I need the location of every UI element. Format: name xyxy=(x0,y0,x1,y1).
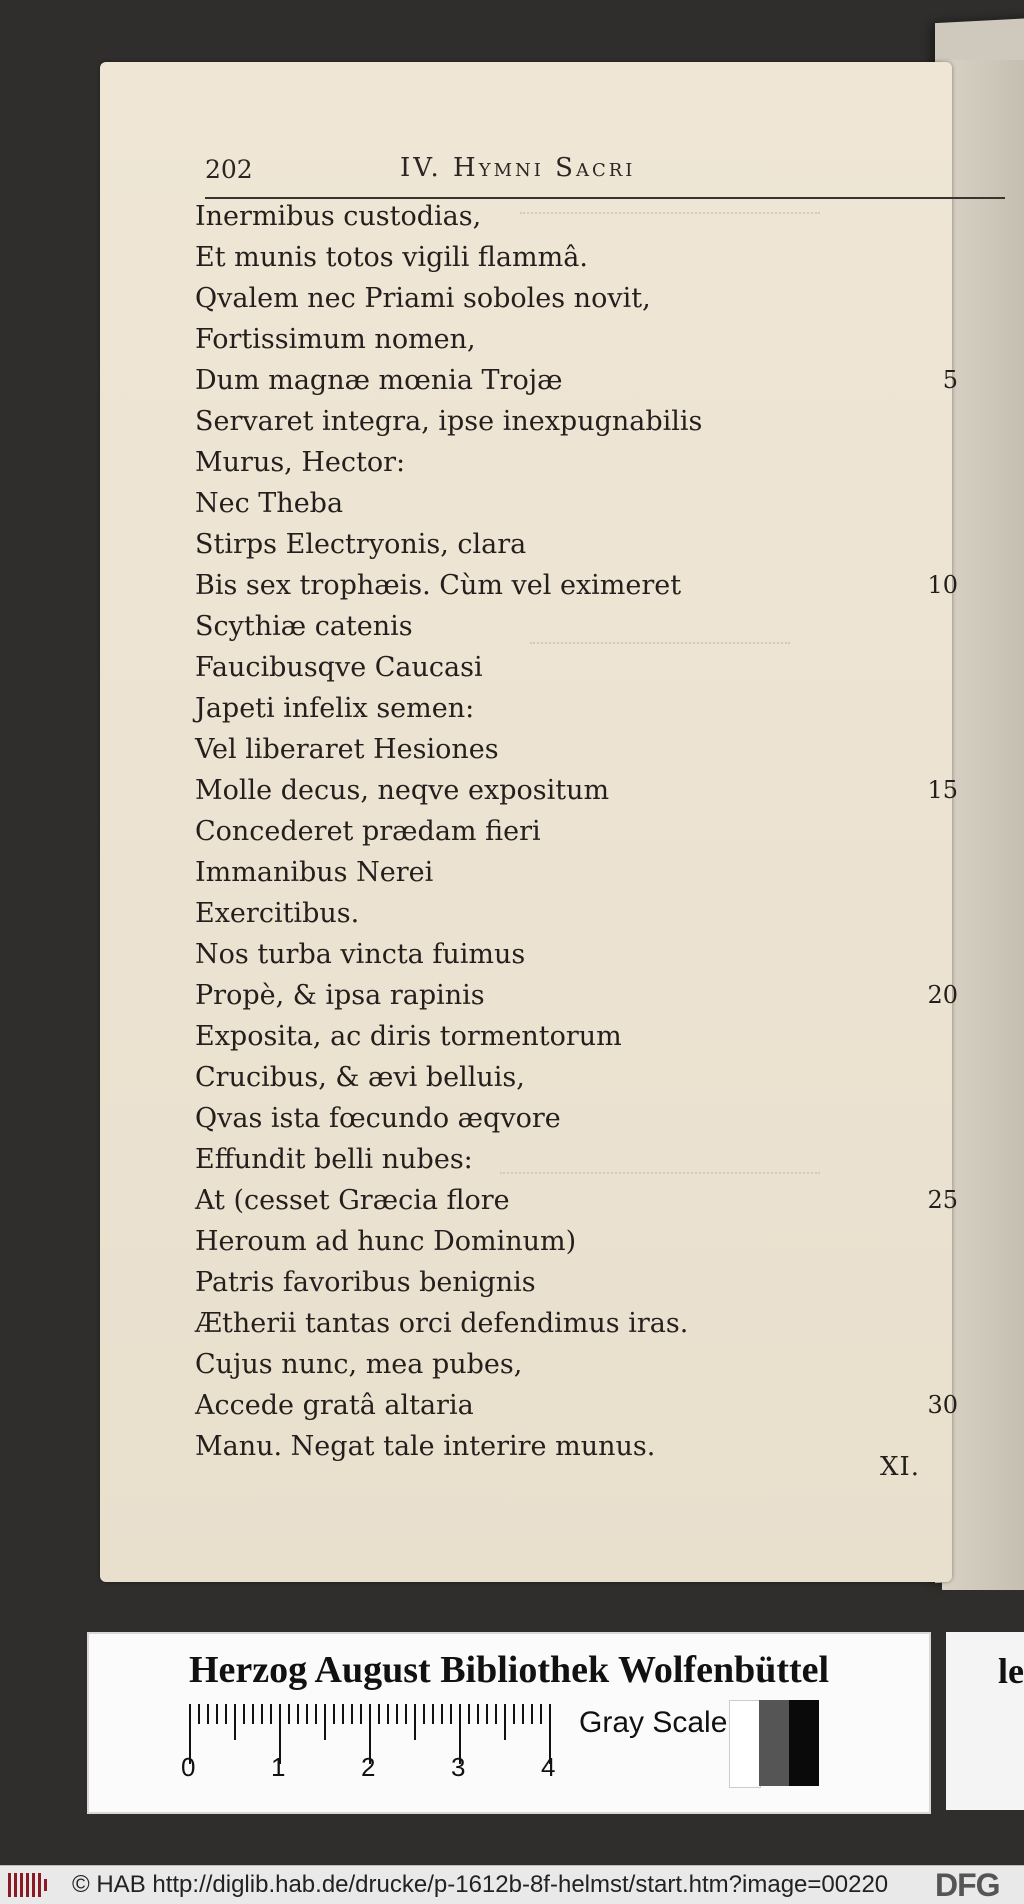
poem-line: Inermibus custodias, xyxy=(195,201,482,232)
ruler-tick xyxy=(270,1704,272,1724)
ruler-tick xyxy=(234,1704,236,1740)
poem-line: Ætherii tantas orci defendimus iras. xyxy=(195,1308,689,1339)
bleed-through xyxy=(530,622,790,644)
scale-number: 4 xyxy=(541,1752,556,1782)
adjacent-card-fragment: le xyxy=(998,1651,1024,1691)
ruler-tick xyxy=(387,1704,389,1724)
ruler-tick xyxy=(450,1704,452,1724)
ruler-tick xyxy=(504,1704,506,1740)
poem-line: Vel liberaret Hesiones xyxy=(195,734,499,765)
ruler-tick xyxy=(396,1704,398,1724)
library-name: Herzog August Bibliothek Wolfenbüttel xyxy=(189,1649,830,1691)
scale-number: 1 xyxy=(271,1752,286,1782)
ruler-tick xyxy=(198,1704,200,1724)
line-number: 10 xyxy=(927,571,958,599)
poem-line: Effundit belli nubes: xyxy=(195,1144,473,1175)
poem-line: Japeti infelix semen: xyxy=(195,693,475,724)
scale-number: 2 xyxy=(361,1752,376,1782)
gray-swatch-dark xyxy=(759,1700,789,1786)
ruler-tick xyxy=(522,1704,524,1724)
line-number: 15 xyxy=(927,776,958,804)
ruler-tick xyxy=(423,1704,425,1724)
ruler-tick xyxy=(252,1704,254,1724)
poem-line: Servaret integra, ipse inexpugnabilis xyxy=(195,406,703,437)
poem-line: Accede gratâ altaria xyxy=(195,1390,474,1421)
gray-swatch-black xyxy=(789,1700,819,1786)
ruler-tick xyxy=(477,1704,479,1724)
ruler-tick xyxy=(324,1704,326,1740)
poem-line: Faucibusqve Caucasi xyxy=(195,652,483,683)
poem-line: Exercitibus. xyxy=(195,898,360,929)
ruler-tick xyxy=(468,1704,470,1724)
ruler-tick xyxy=(531,1704,533,1724)
poem-line: Qvalem nec Priami soboles novit, xyxy=(195,283,651,314)
dfg-logo: DFG xyxy=(935,1867,1000,1903)
poem-line: Et munis totos vigili flammâ. xyxy=(195,242,588,273)
ruler-tick xyxy=(486,1704,488,1724)
ruler-tick xyxy=(378,1704,380,1724)
ruler-tick xyxy=(315,1704,317,1724)
status-bar xyxy=(0,1865,1024,1904)
ruler-tick xyxy=(261,1704,263,1724)
page-header xyxy=(205,155,1024,195)
poem-line: Scythiæ catenis xyxy=(195,611,413,642)
poem-line: Dum magnæ mœnia Trojæ xyxy=(195,365,563,396)
line-number: 5 xyxy=(942,366,958,394)
poem-line: Heroum ad hunc Dominum) xyxy=(195,1226,577,1257)
gray-swatch-white xyxy=(729,1700,761,1788)
ruler-tick xyxy=(414,1704,416,1740)
page-number: 202 xyxy=(205,155,253,184)
poem-line: Crucibus, & ævi belluis, xyxy=(195,1062,525,1093)
ruler-tick xyxy=(432,1704,434,1724)
ruler-tick xyxy=(513,1704,515,1724)
header-rule xyxy=(205,197,1005,199)
scale-number: 3 xyxy=(451,1752,466,1782)
poem-line: Stirps Electryonis, clara xyxy=(195,529,527,560)
ruler-tick xyxy=(540,1704,542,1724)
poem-line: Qvas ista fœcundo æqvore xyxy=(195,1103,561,1134)
copyright-link[interactable]: © HAB http://diglib.hab.de/drucke/p-1612b-8f-helmst/start.htm?image=00220 xyxy=(72,1871,889,1898)
poem-line: Fortissimum nomen, xyxy=(195,324,476,355)
line-number: 30 xyxy=(927,1391,958,1419)
poem-line: Murus, Hector: xyxy=(195,447,406,478)
ruler-tick xyxy=(360,1704,362,1724)
poem-line: Bis sex trophæis. Cùm vel eximeret xyxy=(195,570,682,601)
poem-line: Nec Theba xyxy=(195,488,344,519)
line-number: 25 xyxy=(927,1186,958,1214)
ruler-tick xyxy=(495,1704,497,1724)
ruler-tick xyxy=(342,1704,344,1724)
poem-line: Manu. Negat tale interire munus. xyxy=(195,1431,656,1462)
ruler-tick xyxy=(333,1704,335,1724)
reference-card xyxy=(87,1632,931,1814)
ruler-tick xyxy=(405,1704,407,1724)
poem-line: Cujus nunc, mea pubes, xyxy=(195,1349,523,1380)
running-head: IV. Hymni Sacri xyxy=(400,153,636,183)
scale-number: 0 xyxy=(181,1752,196,1782)
ruler-tick xyxy=(441,1704,443,1724)
line-number: 20 xyxy=(927,981,958,1009)
poem-line: Exposita, ac diris tormentorum xyxy=(195,1021,622,1052)
ruler-tick xyxy=(306,1704,308,1724)
bleed-through xyxy=(500,1152,820,1174)
ruler-tick xyxy=(243,1704,245,1724)
poem-line: Concederet prædam fieri xyxy=(195,816,541,847)
catchword: XI. xyxy=(880,1452,921,1482)
poem-line: Propè, & ipsa rapinis xyxy=(195,980,485,1011)
ruler-tick xyxy=(207,1704,209,1724)
poem-line: Molle decus, neqve expositum xyxy=(195,775,610,806)
bleed-through xyxy=(520,192,820,214)
poem-line: Patris favoribus benignis xyxy=(195,1267,536,1298)
gray-scale-label: Gray Scale xyxy=(579,1706,728,1739)
ruler-tick xyxy=(351,1704,353,1724)
facing-page-edge xyxy=(942,60,1024,1590)
poem-line: At (cesset Græcia flore xyxy=(195,1185,510,1216)
poem-line: Immanibus Nerei xyxy=(195,857,434,888)
ruler-tick xyxy=(297,1704,299,1724)
ruler-tick xyxy=(288,1704,290,1724)
hab-logo-icon xyxy=(8,1873,46,1897)
ruler-tick xyxy=(216,1704,218,1724)
adjacent-card xyxy=(946,1632,1024,1810)
ruler-tick xyxy=(225,1704,227,1724)
poem-line: Nos turba vincta fuimus xyxy=(195,939,526,970)
